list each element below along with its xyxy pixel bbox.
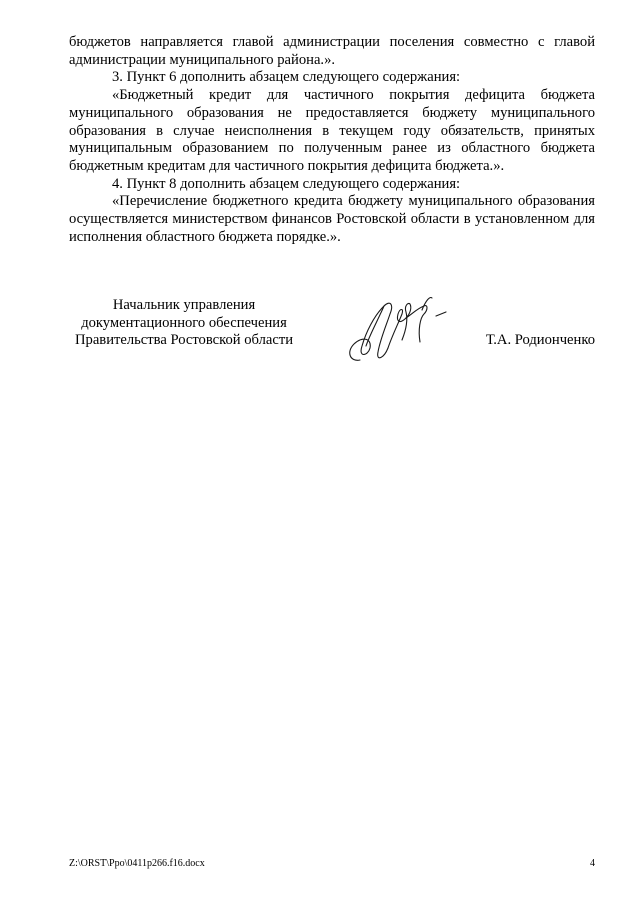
page-number: 4 (590, 858, 595, 869)
paragraph-quote-item-3: «Бюджетный кредит для частичного покрытия дефицита бюджета муниципального образования не предоставляется бюджету муниципального образования в случае неисполнения в текущем году обязательств, принятых муниципальным образованием по полученным ранее из областного бюджета бюджетным кредитам для частичного покрытия дефицита бюджета.». (69, 87, 595, 174)
position-line: Начальник управления (112, 297, 256, 313)
position-line: Правительства Ростовской области (74, 332, 294, 349)
paragraph-item-3: 3. Пункт 6 дополнить абзацем следующего содержания: (112, 69, 461, 86)
signatory-position (69, 297, 299, 350)
document-body (69, 34, 595, 246)
handwritten-signature (340, 290, 460, 370)
footer-file-path: Z:\ORST\Ppo\0411p266.f16.docx (69, 858, 205, 869)
signer-name: Т.А. Родионченко (485, 332, 595, 348)
paragraph-continuation: бюджетов направляется главой администрации поселения совместно с главой администрации муниципального района.». (69, 34, 595, 68)
paragraph-item-4: 4. Пункт 8 дополнить абзацем следующего содержания: (112, 175, 461, 192)
paragraph-quote-item-4: «Перечисление бюджетного кредита бюджету муниципального образования осуществляется министерством финансов Ростовской области в установленном для исполнения областного бюджета порядке.». (69, 193, 595, 245)
position-line: документационного обеспечения (81, 314, 287, 331)
